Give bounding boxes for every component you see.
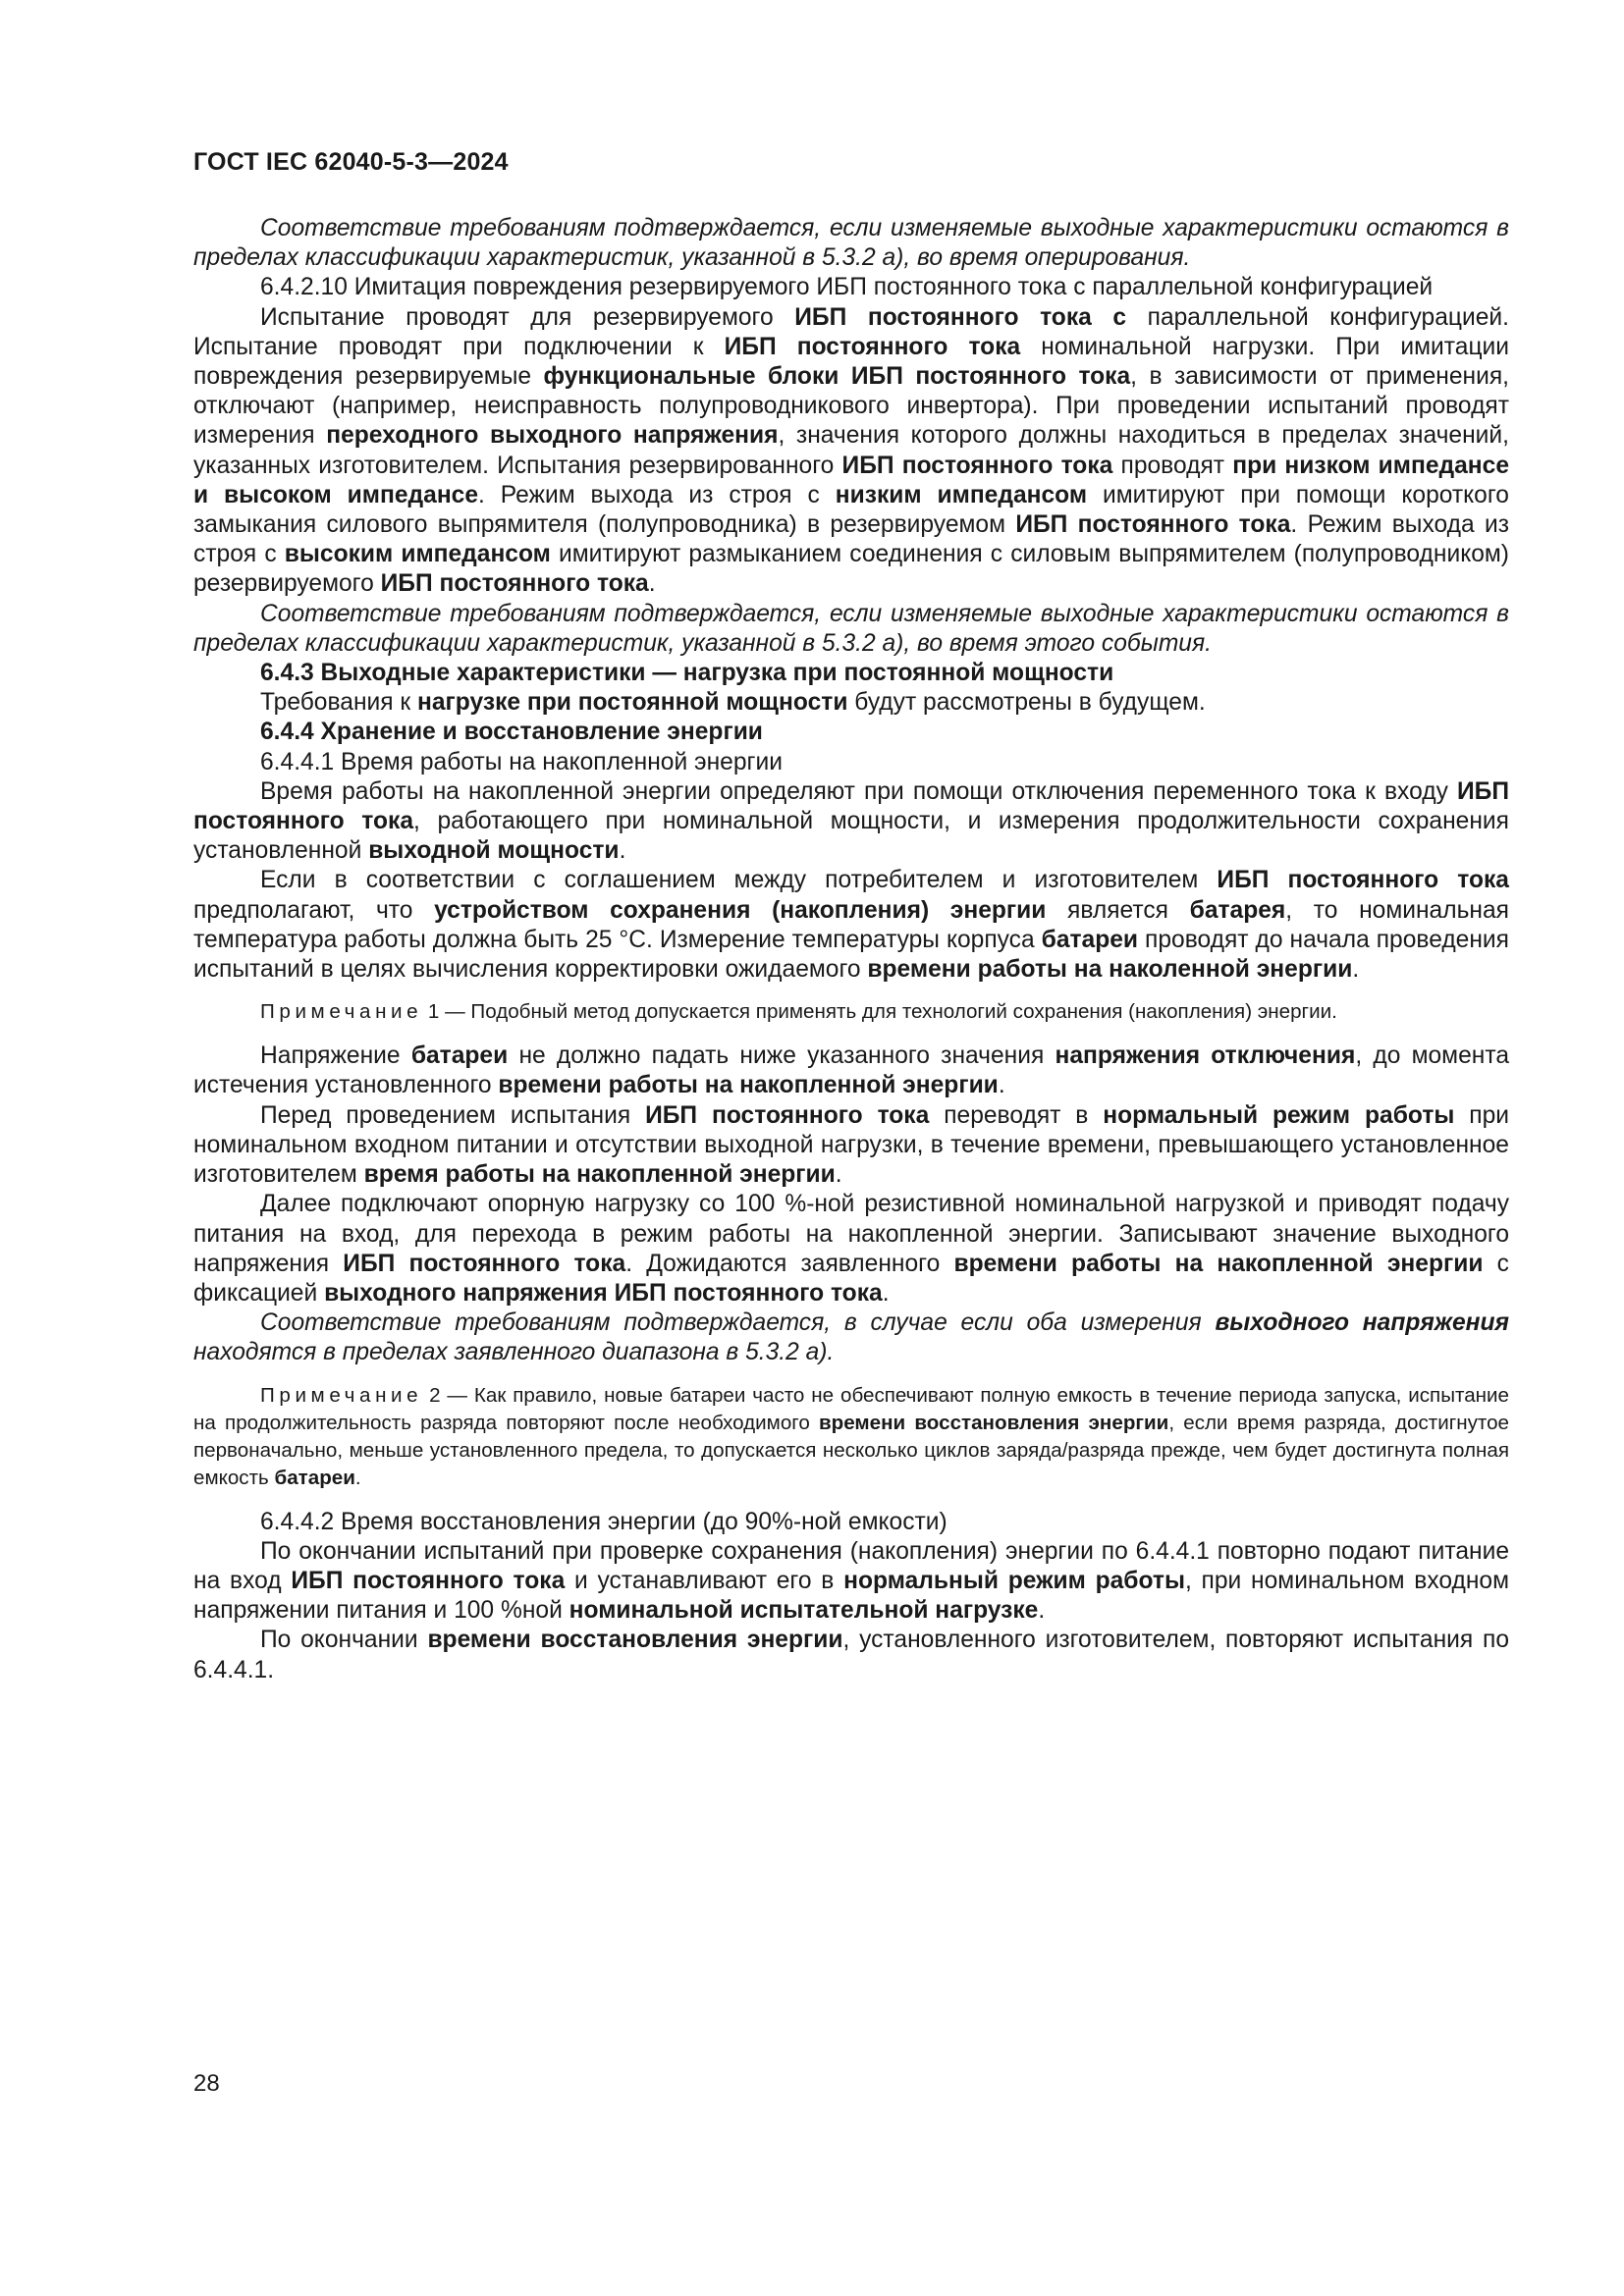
text-run: . Режим выхода из строя с bbox=[478, 481, 836, 508]
text-run: 6.4.4 Хранение и восстановление энергии bbox=[260, 719, 763, 746]
text-run: является bbox=[1046, 896, 1190, 924]
text-run: , если время разряда, достигнутое первоначально, меньше установленного предела, то допускается несколько циклов заряда/разряда прежде, чем будет достигнута полная емкость bbox=[193, 1411, 1509, 1489]
body-paragraph bbox=[193, 1626, 1509, 1684]
defined-term: время работы на накопленной энергии bbox=[363, 1161, 836, 1189]
text-run: и устанавливают его в bbox=[565, 1567, 844, 1594]
text-run: , значения которого должны находиться в пределах значений, указанных изготовителем. Испытания резервированного bbox=[193, 422, 1509, 479]
text-run: Испытание проводят для резервируемого bbox=[260, 303, 795, 331]
note bbox=[193, 998, 1509, 1026]
body-paragraph bbox=[193, 1101, 1509, 1191]
defined-term: номинальной испытательной нагрузке bbox=[568, 1597, 1039, 1625]
defined-term: нормальный режим работы bbox=[1103, 1101, 1455, 1129]
text-run: при номинальном входном питании и отсутствии выходной нагрузки, в течение времени, превышающего установленное изготовителем bbox=[193, 1101, 1510, 1189]
defined-term: времени работы на накопленной энергии bbox=[498, 1072, 999, 1099]
body-paragraph bbox=[193, 303, 1509, 600]
text-run: Соответствие требованиям подтверждается, если изменяемые выходные характеристики остаются в пределах классификации характеристик, указанной в 5.3.2 а), во время оперирования. bbox=[193, 215, 1509, 272]
defined-term: ИБП постоянного тока с bbox=[794, 303, 1127, 331]
text-run: 6.4.2.10 Имитация повреждения резервируемого ИБП постоянного тока с параллельной конфигурацией bbox=[260, 274, 1434, 301]
defined-term: ИБП постоянного тока bbox=[841, 452, 1113, 479]
text-run: параллельной конфигурацией. Испытание проводят при подключении к bbox=[193, 303, 1509, 360]
text-run: находятся в пределах заявленного диапазона в 5.3.2 а). bbox=[193, 1339, 835, 1366]
note bbox=[193, 1382, 1509, 1492]
text-run: Соответствие требованиям подтверждается, если изменяемые выходные характеристики остаются в пределах классификации характеристик, указанной в 5.3.2 а), во время этого события. bbox=[193, 600, 1509, 657]
defined-term: времени восстановления энергии bbox=[427, 1627, 843, 1654]
body-paragraph bbox=[193, 1537, 1509, 1627]
text-run: 2 — Как правило, новые батареи часто не обеспечивают полную емкость в течение периода запуска, испытание на продолжительность разряда повторяют после необходимого bbox=[193, 1383, 1509, 1434]
subclause-title bbox=[193, 273, 1509, 302]
defined-term: нормальный режим работы bbox=[843, 1567, 1185, 1594]
text-run: Перед проведением испытания bbox=[260, 1101, 646, 1129]
text-run: имитируют при помощи короткого замыкания силового выпрямителя (полупроводника) в резервируемом bbox=[193, 481, 1509, 539]
text-run: , установленного изготовителем, повторяют испытания по 6.4.4.1. bbox=[193, 1627, 1510, 1683]
defined-term: ИБП постоянного тока bbox=[724, 333, 1021, 360]
defined-term: ИБП постоянного тока bbox=[645, 1101, 930, 1129]
defined-term: выходной мощности bbox=[368, 837, 620, 865]
text-run: 6.4.4.1 Время работы на накопленной энергии bbox=[260, 748, 783, 775]
text-run: переводят в bbox=[929, 1101, 1104, 1129]
section-heading bbox=[193, 718, 1509, 747]
text-run: проводят до начала проведения испытаний в целях вычисления корректировки ожидаемого bbox=[193, 926, 1509, 984]
page-number: 28 bbox=[193, 2070, 220, 2097]
text-run: имитируют размыканием соединения с силовым выпрямителем (полупроводником) резервируемого bbox=[193, 541, 1510, 598]
body-paragraph bbox=[193, 688, 1509, 718]
note-label: Примечание bbox=[260, 1000, 423, 1024]
body-paragraph bbox=[193, 866, 1509, 985]
defined-term: батареи bbox=[410, 1042, 509, 1070]
text-run: . bbox=[648, 570, 656, 598]
text-run: . bbox=[882, 1279, 890, 1307]
defined-term: устройством сохранения (накопления) энергии bbox=[434, 896, 1047, 924]
text-run: Требования к bbox=[260, 689, 418, 717]
defined-term: переходного выходного напряжения bbox=[326, 422, 779, 450]
text-run: 6.4.4.2 Время восстановления энергии (до 90%-ной емкости) bbox=[260, 1508, 947, 1535]
defined-term: низким импедансом bbox=[835, 481, 1088, 508]
text-run: 1 — Подобный метод допускается применять для технологий сохранения (накопления) энергии. bbox=[422, 1000, 1337, 1024]
text-run: . Режим выхода из строя с bbox=[193, 511, 1509, 568]
text-run: . bbox=[998, 1072, 1005, 1099]
defined-term: времени работы на накопленной энергии bbox=[953, 1250, 1484, 1277]
text-run: не должно падать ниже указанного значения bbox=[508, 1042, 1056, 1070]
text-run: с фиксацией bbox=[193, 1250, 1509, 1307]
text-run: предполагают, что bbox=[193, 896, 435, 924]
compliance-statement bbox=[193, 214, 1509, 273]
text-run: , до момента истечения установленного bbox=[193, 1042, 1510, 1099]
defined-term: ИБП постоянного тока bbox=[380, 570, 649, 598]
defined-term: нагрузке при постоянной мощности bbox=[417, 689, 848, 717]
text-run: . bbox=[835, 1161, 842, 1189]
text-run: , при номинальном входном напряжении питания и 100 %ной bbox=[193, 1567, 1510, 1625]
defined-term: батарея bbox=[1189, 896, 1286, 924]
defined-term: функциональные блоки ИБП постоянного тока bbox=[543, 363, 1131, 391]
defined-term: времени восстановления энергии bbox=[819, 1411, 1169, 1434]
text-run: проводят bbox=[1112, 452, 1233, 479]
defined-term: напряжения отключения bbox=[1055, 1042, 1356, 1070]
defined-term: выходного напряжения bbox=[1215, 1309, 1509, 1337]
body-paragraph bbox=[193, 1190, 1509, 1308]
defined-term: ИБП постоянного тока bbox=[193, 777, 1509, 835]
defined-term: ИБП постоянного тока bbox=[291, 1567, 566, 1594]
defined-term: при низком импедансе и высоком импедансе bbox=[193, 452, 1510, 508]
text-run: . Дожидаются заявленного bbox=[625, 1250, 954, 1277]
document-page bbox=[193, 147, 1509, 1685]
body-paragraph bbox=[193, 777, 1509, 867]
defined-term: времени работы на наколенной энергии bbox=[867, 956, 1353, 984]
text-run: Соответствие требованиям подтверждается, в случае если оба измерения bbox=[260, 1309, 1216, 1337]
text-run: По окончании bbox=[260, 1627, 428, 1654]
document-body bbox=[193, 214, 1509, 1685]
text-run: . bbox=[354, 1466, 361, 1489]
compliance-statement bbox=[193, 1308, 1509, 1367]
note-label: Примечание bbox=[260, 1383, 423, 1407]
defined-term: батареи bbox=[1041, 926, 1139, 953]
text-run: . bbox=[1038, 1597, 1046, 1625]
text-run: Напряжение bbox=[260, 1042, 411, 1070]
text-run: , то номинальная температура работы должна быть 25 °С. Измерение температуры корпуса bbox=[193, 896, 1509, 953]
text-run: , работающего при номинальной мощности, и измерения продолжительности сохранения установленной bbox=[193, 808, 1509, 865]
text-run: . bbox=[1352, 956, 1360, 984]
compliance-statement bbox=[193, 600, 1509, 659]
defined-term: выходного напряжения ИБП постоянного тока bbox=[324, 1279, 883, 1307]
defined-term: высоким импедансом bbox=[284, 541, 551, 568]
defined-term: ИБП постоянного тока bbox=[343, 1250, 626, 1277]
body-paragraph bbox=[193, 1041, 1509, 1100]
defined-term: ИБП постоянного тока bbox=[1015, 511, 1291, 539]
text-run: Время работы на накопленной энергии определяют при помощи отключения переменного тока к входу bbox=[260, 777, 1457, 805]
text-run: номинальной нагрузки. При имитации повреждения резервируемые bbox=[193, 333, 1510, 391]
subclause-title bbox=[193, 748, 1509, 777]
subclause-title bbox=[193, 1508, 1509, 1537]
defined-term: ИБП постоянного тока bbox=[1217, 867, 1509, 894]
text-run: Далее подключают опорную нагрузку со 100 %-ной резистивной номинальной нагрузкой и приводят подачу питания на вход, для перехода в режим работы на накопленной энергии. Записывают значение выходного напряжения bbox=[193, 1191, 1509, 1277]
text-run: , в зависимости от применения, отключают (например, неисправность полупроводникового инвертора). При проведении испытаний проводят измерения bbox=[193, 363, 1509, 450]
text-run: 6.4.3 Выходные характеристики — нагрузка при постоянной мощности bbox=[260, 660, 1114, 687]
text-run: . bbox=[619, 837, 626, 865]
text-run: По окончании испытаний при проверке сохранения (накопления) энергии по 6.4.4.1 повторно подают питание на вход bbox=[193, 1537, 1509, 1594]
text-run: Если в соответствии с соглашением между потребителем и изготовителем bbox=[260, 867, 1218, 894]
section-heading bbox=[193, 659, 1509, 688]
document-header: ГОСТ IEC 62040-5-3—2024 bbox=[193, 148, 509, 176]
defined-term: батареи bbox=[274, 1466, 355, 1489]
text-run: будут рассмотрены в будущем. bbox=[847, 689, 1206, 717]
